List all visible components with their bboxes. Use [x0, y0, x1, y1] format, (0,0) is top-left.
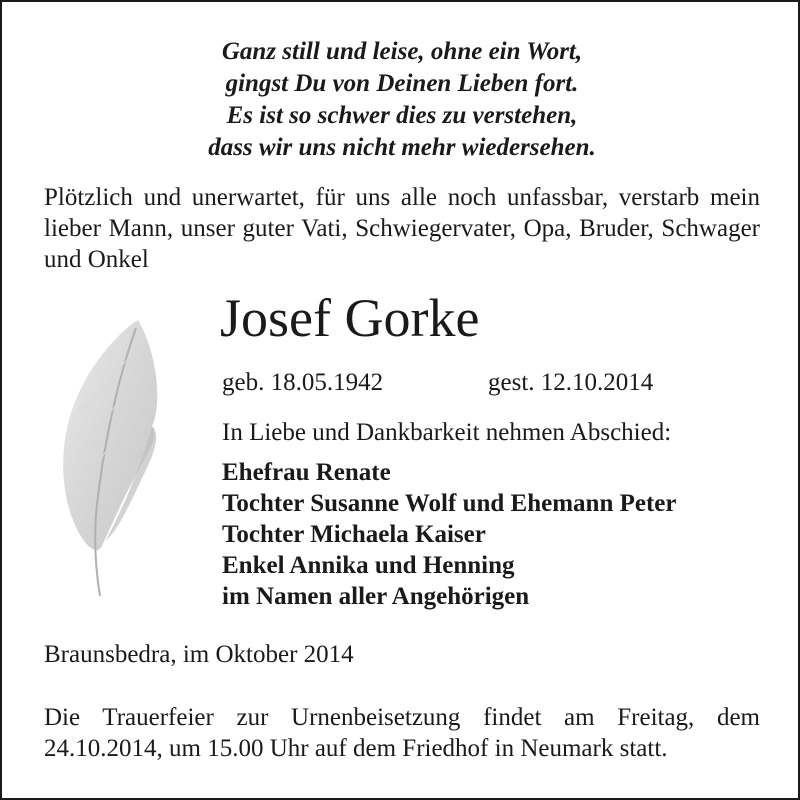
place-date: Braunsbedra, im Oktober 2014	[44, 641, 354, 668]
mourners-list	[222, 457, 676, 612]
life-dates	[222, 368, 654, 398]
deceased-name: Josef Gorke	[220, 288, 480, 348]
mourner: im Namen aller Angehörigen	[222, 583, 530, 610]
farewell-heading: In Liebe und Dankbarkeit nehmen Abschied:	[222, 419, 672, 446]
poem-line-4: dass wir uns nicht mehr wiedersehen.	[208, 134, 596, 161]
intro-text: Plötzlich und unerwartet, für uns alle noch unfassbar, verstarb mein lieber Mann, unser guter Vati, Schwiegervater, Opa, Bruder, Schwager und Onkel	[44, 184, 760, 273]
poem-line-1: Ganz still und leise, ohne ein Wort,	[221, 38, 583, 65]
poem-line-3: Es ist so schwer dies zu verstehen,	[226, 102, 578, 129]
feather-icon	[46, 314, 176, 604]
death-date: gest. 12.10.2014	[488, 369, 654, 396]
mourner: Ehefrau Renate	[222, 459, 391, 486]
poem-line-2: gingst Du von Deinen Lieben fort.	[225, 70, 579, 97]
mourner: Tochter Susanne Wolf und Ehemann Peter	[222, 490, 677, 517]
mourner: Enkel Annika und Henning	[222, 552, 515, 579]
mourner: Tochter Michaela Kaiser	[222, 521, 486, 548]
birth-date: geb. 18.05.1942	[222, 369, 384, 396]
poem	[42, 36, 762, 164]
ceremony-info: Die Trauerfeier zur Urnenbeisetzung findet am Freitag, dem 24.10.2014, um 15.00 Uhr auf dem Friedhof in Neumark statt.	[44, 704, 760, 762]
